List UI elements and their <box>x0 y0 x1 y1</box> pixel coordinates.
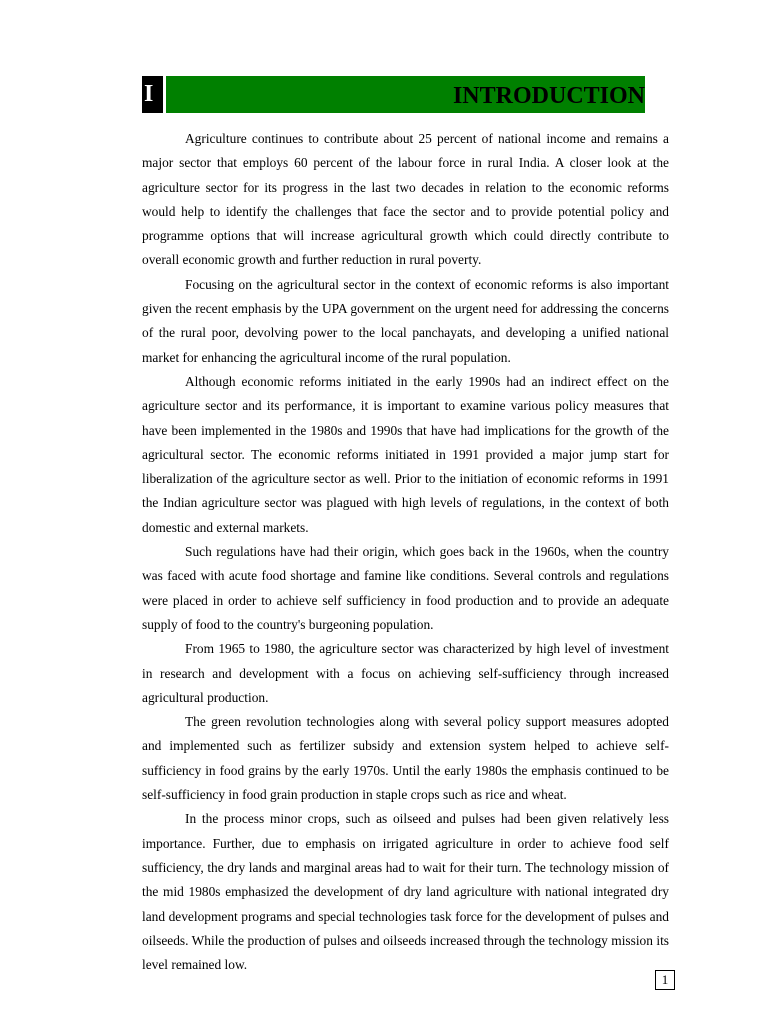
paragraph-1: Agriculture continues to contribute about 25 percent of national income and remains a major sector that employs 60 percent of the labour force in rural India. A closer look at the agriculture sector for its progress in the last two decades in relation to the economic reforms would help to identify the challenges that face the sector and to provide potential policy and programme options that will increase agricultural growth which could directly contribute to overall economic growth and further reduction in rural poverty. <box>142 131 669 268</box>
chapter-title: INTRODUCTION <box>452 83 645 109</box>
paragraph-2: Focusing on the agricultural sector in the context of economic reforms is also important given the recent emphasis by the UPA government on the urgent need for addressing the concerns of the rural poor, devolving power to the local panchayats, and developing a unified national market for enhancing the agricultural income of the rural population. <box>142 276 669 365</box>
paragraph-4: Such regulations have had their origin, which goes back in the 1960s, when the country was faced with acute food shortage and famine like conditions. Several controls and regulations were placed in order to achieve self sufficiency in food production and to provide an adequate supply of food to the country's burgeoning population. <box>142 544 669 632</box>
chapter-header <box>142 76 645 113</box>
page-number: 1 <box>655 970 675 990</box>
body-text <box>142 127 669 977</box>
title-band <box>166 76 645 113</box>
paragraph-7: In the process minor crops, such as oilseed and pulses had been given relatively less importance. Further, due to emphasis on irrigated agriculture in order to achieve food self sufficiency, the dry lands and marginal areas had to wait for their turn. The technology mission of the mid 1980s emphasized the development of dry land agriculture with national integrated dry land development programs and special technologies task force for the development of pulses and oilseeds. While the production of pulses and oilseeds increased through the technology mission its level remained low. <box>142 811 669 973</box>
paragraph-6: The green revolution technologies along with several policy support measures adopted and implemented such as fertilizer subsidy and extension system helped to achieve self-sufficiency in food grains by the early 1970s. Until the early 1980s the emphasis continued to be self-sufficiency in food grain production in staple crops such as rice and wheat. <box>142 714 669 803</box>
paragraph-3: Although economic reforms initiated in the early 1990s had an indirect effect on the agriculture sector and its performance, it is important to examine various policy measures that have been implemented in the 1980s and 1990s that have had implications for the growth of the agricultural sector. The economic reforms initiated in 1991 provided a major jump start for liberalization of the agriculture sector as well. Prior to the initiation of economic reforms in 1991 the Indian agriculture sector was plagued with high levels of regulations, in the context of both domestic and external markets. <box>142 373 669 535</box>
chapter-number: I <box>142 76 163 113</box>
paragraph-5: From 1965 to 1980, the agriculture sector was characterized by high level of investment in research and development with a focus on achieving self-sufficiency through increased agricultural production. <box>142 641 669 705</box>
